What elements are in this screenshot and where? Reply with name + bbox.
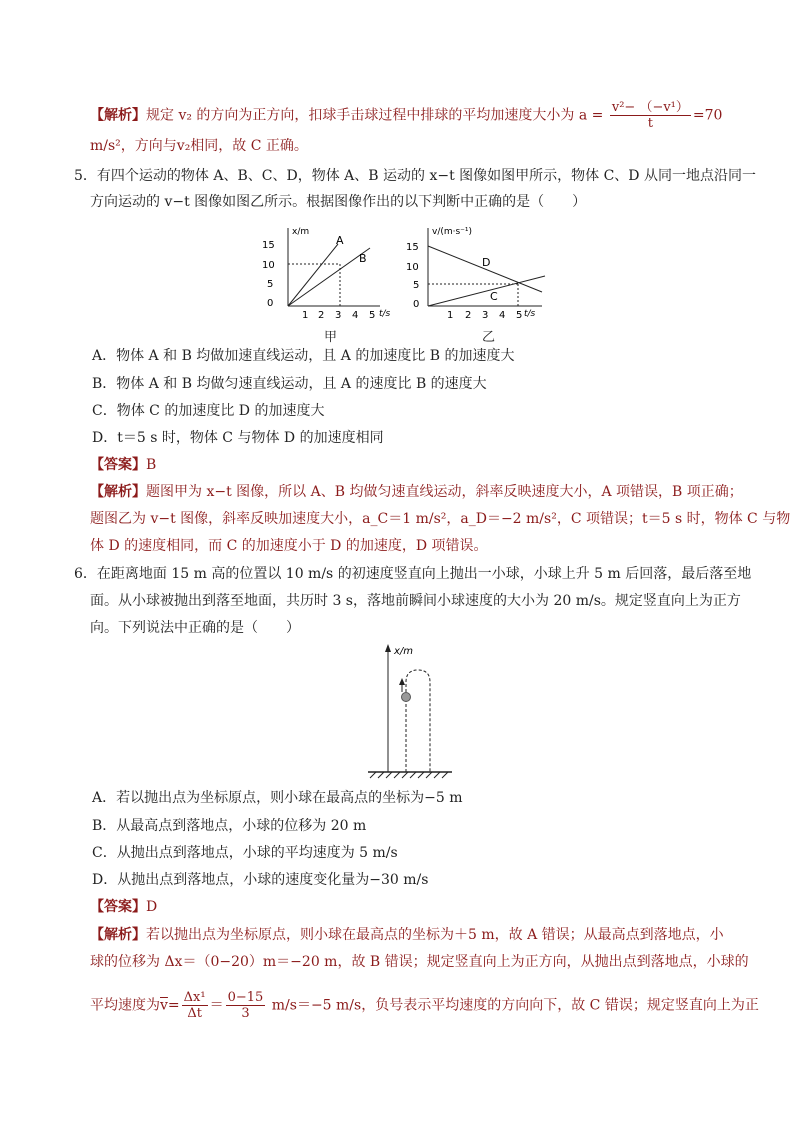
x-tick: 3 (335, 310, 342, 321)
trajectory-dash (406, 670, 430, 772)
label-B: B (359, 252, 367, 265)
graph-yi (406, 227, 545, 321)
fraction-denominator: 3 (241, 1006, 250, 1021)
fraction-numerator: Δx¹ (183, 990, 206, 1005)
q5-stem-line1: 5．有四个运动的物体 A、B、C、D，物体 A、B 运动的 x−t 图像如图甲所示，物体 C、D 从同一地点沿同一 (74, 168, 756, 184)
value-fraction (226, 990, 266, 1021)
ball-icon (402, 693, 411, 702)
answer-value: D (146, 899, 158, 915)
ground-hatch (370, 772, 448, 778)
y-tick: 10 (406, 262, 419, 273)
q5-option-a: A．物体 A 和 B 均做加速直线运动，且 A 的加速度比 B 的加速度大 (92, 348, 515, 364)
q6-explain-line3: 平均速度为$\overline{v}=$ $\frac{\text{Δx¹}}{\Delta t}$ ＝ $\frac{0-15}{3}$ m/s＝−5 m/s，负号表示平均速度的方向向下，故 C 错误；规定竖直向上为正 (90, 990, 759, 1021)
v-bar: $\overline{v}$ (160, 997, 168, 1014)
label-C: C (490, 290, 498, 303)
explain-text: 若以抛出点为坐标原点，则小球在最高点的坐标为＋5 m，故 A 错误；从最高点到落地点，小 (146, 927, 724, 943)
axis-label: x/m (394, 646, 414, 657)
x-tick: 4 (352, 310, 359, 321)
fraction-denominator: Δt (187, 1006, 202, 1021)
q4-explain-line1 (90, 100, 722, 131)
x-tick: 3 (482, 310, 489, 321)
line-C (428, 276, 545, 306)
explain-tag: 【解析】 (90, 927, 146, 943)
x-axis-label: t/s (524, 309, 536, 319)
line-D (428, 246, 542, 292)
q6-stem-line1: 6．在距离地面 15 m 高的位置以 10 m/s 的初速度竖直向上抛出一小球，小球上升 5 m 后回落，最后落至地 (74, 566, 752, 582)
up-arrow-icon (399, 678, 405, 685)
q6-option-a: A．若以抛出点为坐标原点，则小球在最高点的坐标为−5 m (92, 790, 463, 806)
fig-jia-caption: 甲 (324, 330, 338, 345)
y-tick: 5 (267, 279, 274, 290)
q6-option-d: D．从抛出点到落地点，小球的速度变化量为−30 m/s (92, 872, 429, 888)
q5-option-c: C．物体 C 的加速度比 D 的加速度大 (92, 403, 325, 419)
x-tick: 2 (318, 310, 325, 321)
q6-option-c: C．从抛出点到落地点，小球的平均速度为 5 m/s (92, 845, 398, 861)
x-tick: 1 (447, 310, 454, 321)
q5-stem-line2: 方向运动的 v−t 图像如图乙所示。根据图像作出的以下判断中正确的是（ ） (90, 194, 587, 210)
q5-explain-line3: 体 D 的速度相同，而 C 的加速度小于 D 的加速度，D 项错误。 (90, 538, 488, 554)
q6-stem-line2: 面。从小球被抛出到落至地面，共历时 3 s，落地前瞬间小球速度的大小为 20 m/s。规定竖直向上为正方 (90, 593, 741, 609)
y-tick: 0 (413, 299, 420, 310)
explain-text: =70 (692, 107, 723, 124)
fraction-denominator: t (647, 116, 653, 131)
x-tick: 5 (516, 310, 523, 321)
q5-explain-line1 (90, 482, 743, 502)
q5-option-b: B．物体 A 和 B 均做匀速直线运动，且 A 的速度比 B 的速度大 (92, 376, 487, 392)
q6-figure (360, 640, 460, 780)
accel-fraction (610, 100, 691, 131)
explain-text: 平均速度为 (90, 997, 160, 1014)
explain-tag: 【解析】 (90, 107, 146, 124)
explain-tag: 【解析】 (90, 484, 146, 500)
q5-figures (260, 222, 560, 322)
q6-stem-line3: 向。下列说法中正确的是（ ） (90, 620, 300, 636)
explain-text: 题图甲为 x−t 图像，所以 A、B 均做匀速直线运动，斜率反映速度大小，A 项错误，B 项正确； (146, 484, 743, 500)
x-tick: 2 (465, 310, 472, 321)
answer-tag: 【答案】 (90, 457, 146, 473)
equals-sign: ＝ (209, 997, 224, 1014)
y-tick: 15 (262, 240, 275, 251)
q5-option-d: D．t＝5 s 时，物体 C 与物体 D 的加速度相同 (92, 430, 384, 446)
y-tick: 15 (406, 242, 419, 253)
y-tick: 0 (267, 298, 274, 309)
x-axis-label: t/s (379, 309, 391, 319)
fraction-numerator: v²− （−v¹） (611, 100, 689, 115)
q6-explain-line2: 球的位移为 Δx＝（0−20）m＝−20 m，故 B 错误；规定竖直向上为正方向，从抛出点到落地点，小球的 (90, 954, 749, 970)
y-axis-label: x/m (292, 227, 310, 237)
y-tick: 5 (413, 280, 420, 291)
fig-yi-caption: 乙 (482, 330, 496, 345)
delta-fraction (182, 990, 208, 1021)
fraction-numerator: 0−15 (227, 990, 264, 1005)
arrow-head-icon (385, 644, 391, 652)
explain-text: m/s＝−5 m/s，负号表示平均速度的方向向下，故 C 错误；规定竖直向上为正 (267, 997, 759, 1014)
x-tick: 1 (302, 310, 309, 321)
graph-jia (262, 227, 391, 321)
q4-explain-line2: m/s²，方向与v₂相同，故 C 正确。 (90, 138, 308, 154)
label-A: A (336, 234, 344, 247)
q6-option-b: B．从最高点到落地点，小球的位移为 20 m (92, 818, 367, 834)
answer-value: B (146, 457, 157, 473)
y-axis-label: v/(m·s⁻¹) (432, 227, 473, 237)
q6-explain-line1 (90, 925, 724, 945)
x-tick: 4 (499, 310, 506, 321)
line-A (288, 244, 338, 306)
q5-explain-line2: 题图乙为 v−t 图像，斜率反映加速度大小，a_C＝1 m/s²，a_D＝−2 m/s²，C 项错误；t＝5 s 时，物体 C 与物 (90, 511, 791, 527)
explain-text: 规定 v₂ 的方向为正方向，扣球手击球过程中排球的平均加速度大小为 a = (146, 107, 604, 124)
line-B (288, 248, 370, 306)
answer-tag: 【答案】 (90, 899, 146, 915)
q5-answer (90, 455, 156, 475)
label-D: D (482, 256, 491, 269)
q6-answer (90, 897, 157, 917)
x-tick: 5 (369, 310, 376, 321)
y-tick: 10 (262, 260, 275, 271)
